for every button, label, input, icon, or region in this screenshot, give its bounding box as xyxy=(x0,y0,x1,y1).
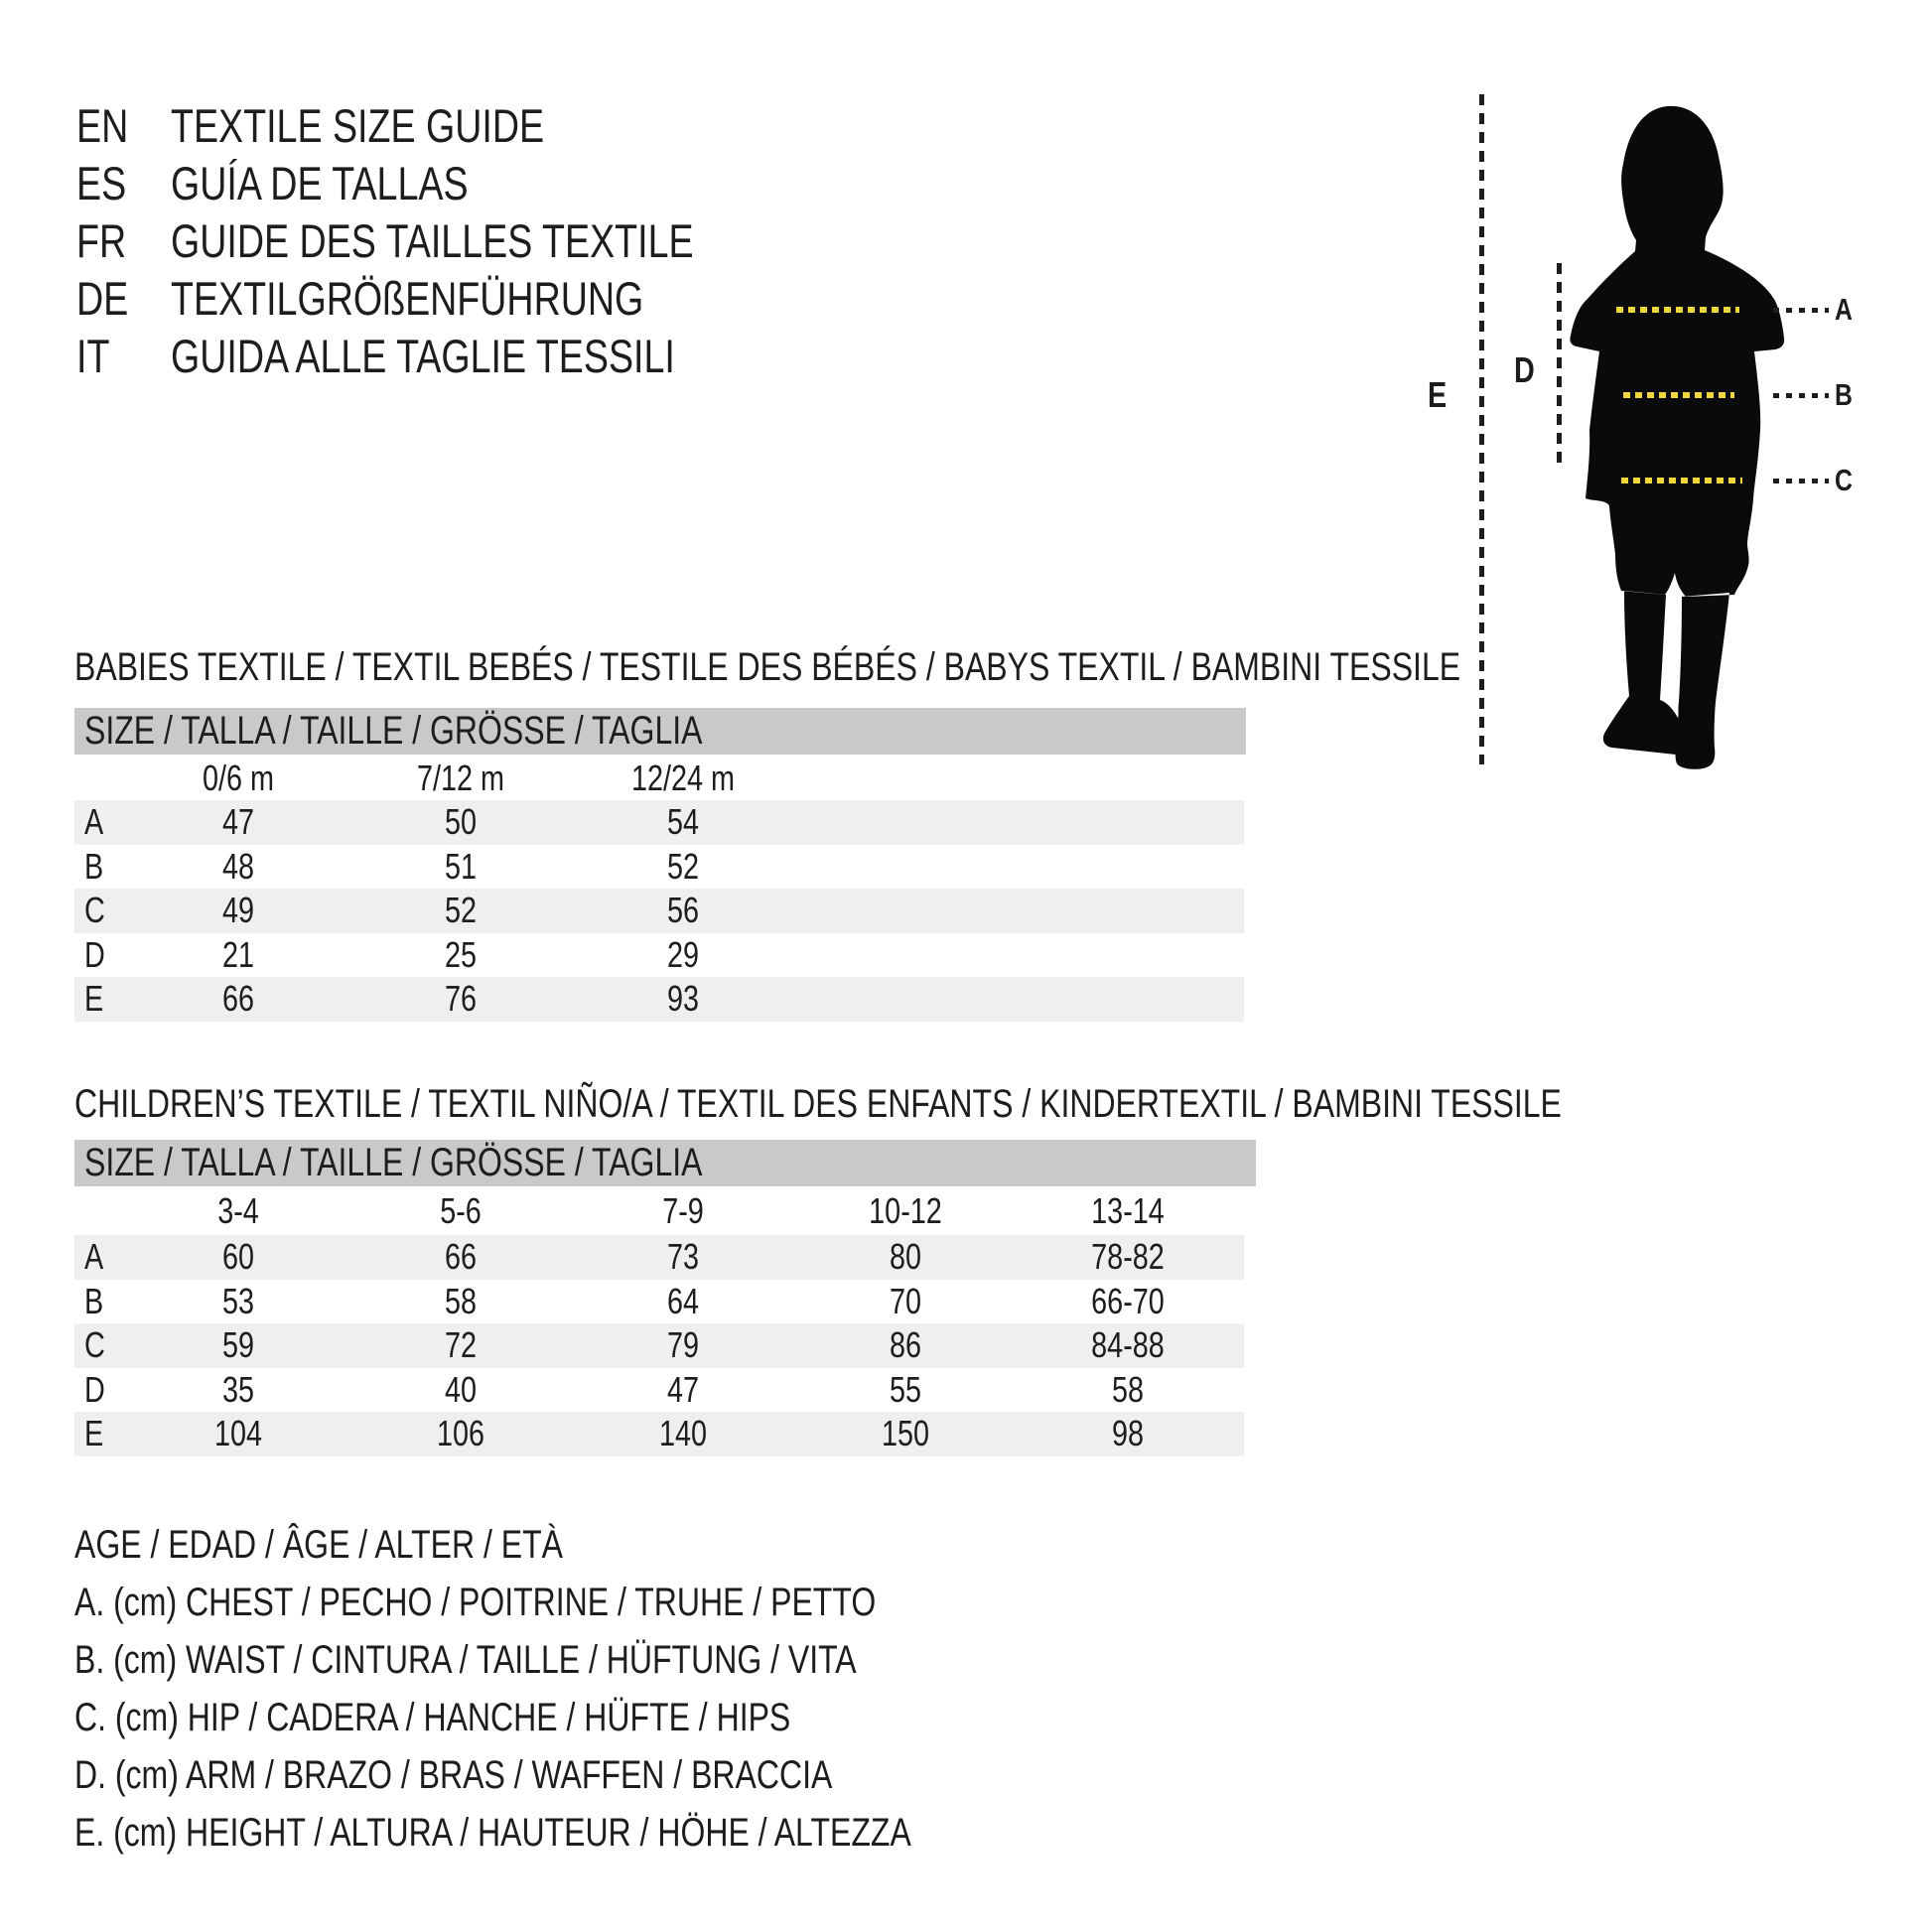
waist-b-black-dotted-line xyxy=(1773,393,1829,398)
cell: 25 xyxy=(444,933,478,975)
cell: 59 xyxy=(221,1324,255,1365)
lang-title-es: GUÍA DE TALLAS xyxy=(171,157,469,209)
cell: 66 xyxy=(444,1236,478,1277)
table-row xyxy=(74,933,1244,978)
babies-size-header-bar: SIZE / TALLA / TAILLE / GRÖSSE / TAGLIA xyxy=(74,708,1246,755)
table-row xyxy=(74,1235,1244,1280)
table-row xyxy=(74,1280,1244,1324)
table-row xyxy=(74,1323,1244,1368)
cell: 58 xyxy=(1111,1368,1145,1410)
measurement-legend xyxy=(74,1516,1120,1862)
cell: 104 xyxy=(213,1413,263,1453)
table-row xyxy=(74,1412,1244,1456)
cell: 93 xyxy=(666,978,700,1019)
row-label: C xyxy=(84,1324,105,1365)
marker-label-c: C xyxy=(1835,463,1853,497)
children-col-3-4: 3-4 xyxy=(217,1190,259,1231)
lang-title-en: TEXTILE SIZE GUIDE xyxy=(171,99,545,152)
row-label: B xyxy=(84,1280,104,1321)
marker-label-b: B xyxy=(1835,377,1853,412)
cell: 66-70 xyxy=(1091,1280,1165,1321)
cell: 58 xyxy=(444,1280,478,1321)
children-column-header-row xyxy=(74,1189,1244,1233)
lang-title-de: TEXTILGRÖßENFÜHRUNG xyxy=(171,272,644,325)
cell: 140 xyxy=(658,1413,708,1453)
cell: 150 xyxy=(881,1413,930,1453)
chest-a-yellow-dotted-line xyxy=(1616,307,1739,313)
cell: 52 xyxy=(666,845,700,887)
cell: 66 xyxy=(221,978,255,1019)
cell: 72 xyxy=(444,1324,478,1365)
row-label: A xyxy=(84,1236,104,1277)
cell: 73 xyxy=(666,1236,700,1277)
cell: 50 xyxy=(444,801,478,842)
row-label: D xyxy=(84,933,105,975)
children-col-10-12: 10-12 xyxy=(869,1190,942,1231)
cell: 56 xyxy=(666,890,700,930)
lang-code-fr: FR xyxy=(76,214,127,267)
babies-column-header-row xyxy=(74,757,1244,800)
marker-label-a: A xyxy=(1835,292,1853,327)
cell: 47 xyxy=(666,1368,700,1410)
children-col-5-6: 5-6 xyxy=(440,1190,482,1231)
table-row xyxy=(74,977,1244,1022)
cell: 51 xyxy=(444,845,478,887)
cell: 40 xyxy=(444,1368,478,1410)
children-section-title: CHILDREN’S TEXTILE / TEXTIL NIÑO/A / TEXTIL DES ENFANTS / KINDERTEXTIL / BAMBINI TESSILE xyxy=(74,1082,1562,1126)
cell: 55 xyxy=(889,1368,922,1410)
row-label: A xyxy=(84,801,104,842)
cell: 70 xyxy=(889,1280,922,1321)
table-row xyxy=(74,845,1244,890)
legend-item-waist: B. (cm) WAIST / CINTURA / TAILLE / HÜFTUNG / VITA xyxy=(74,1638,857,1682)
cell: 29 xyxy=(666,933,700,975)
cell: 52 xyxy=(444,890,478,930)
table-row xyxy=(74,1368,1244,1413)
row-label: E xyxy=(84,978,104,1019)
cell: 106 xyxy=(436,1413,485,1453)
lang-title-it: GUIDA ALLE TAGLIE TESSILI xyxy=(171,330,675,382)
row-label: D xyxy=(84,1368,105,1410)
cell: 84-88 xyxy=(1091,1324,1165,1365)
children-col-13-14: 13-14 xyxy=(1091,1190,1165,1231)
waist-b-yellow-dotted-line xyxy=(1623,392,1734,398)
cell: 86 xyxy=(889,1324,922,1365)
row-label: C xyxy=(84,890,105,930)
legend-age-line: AGE / EDAD / ÂGE / ALTER / ETÀ xyxy=(74,1523,563,1567)
marker-label-e: E xyxy=(1428,374,1448,415)
legend-item-arm: D. (cm) ARM / BRAZO / BRAS / WAFFEN / BRACCIA xyxy=(74,1753,833,1797)
lang-code-en: EN xyxy=(76,99,129,152)
legend-item-chest: A. (cm) CHEST / PECHO / POITRINE / TRUHE / PETTO xyxy=(74,1581,877,1624)
lang-title-fr: GUIDE DES TAILLES TEXTILE xyxy=(171,214,694,267)
children-col-7-9: 7-9 xyxy=(662,1190,704,1231)
cell: 78-82 xyxy=(1091,1236,1165,1277)
cell: 21 xyxy=(221,933,255,975)
children-size-header-bar: SIZE / TALLA / TAILLE / GRÖSSE / TAGLIA xyxy=(74,1140,1256,1186)
cell: 54 xyxy=(666,801,700,842)
lang-code-de: DE xyxy=(76,272,129,325)
table-row xyxy=(74,889,1244,933)
cell: 53 xyxy=(221,1280,255,1321)
cell: 76 xyxy=(444,978,478,1019)
babies-col-0-6m: 0/6 m xyxy=(202,758,275,798)
marker-label-d: D xyxy=(1514,349,1535,390)
babies-col-7-12m: 7/12 m xyxy=(416,758,505,798)
hip-c-yellow-dotted-line xyxy=(1621,478,1742,483)
cell: 64 xyxy=(666,1280,700,1321)
cell: 48 xyxy=(221,845,255,887)
table-row xyxy=(74,800,1244,845)
cell: 47 xyxy=(221,801,255,842)
cell: 35 xyxy=(221,1368,255,1410)
cell: 60 xyxy=(221,1236,255,1277)
hip-c-black-dotted-line xyxy=(1773,479,1829,483)
lang-code-es: ES xyxy=(76,157,127,209)
cell: 80 xyxy=(889,1236,922,1277)
babies-section-title: BABIES TEXTILE / TEXTIL BEBÉS / TESTILE DES BÉBÉS / BABYS TEXTIL / BAMBINI TESSILE xyxy=(74,645,1461,689)
cell: 49 xyxy=(221,890,255,930)
legend-item-height: E. (cm) HEIGHT / ALTURA / HAUTEUR / HÖHE / ALTEZZA xyxy=(74,1811,911,1855)
legend-item-hip: C. (cm) HIP / CADERA / HANCHE / HÜFTE / HIPS xyxy=(74,1696,791,1739)
row-label: E xyxy=(84,1413,104,1453)
cell: 79 xyxy=(666,1324,700,1365)
babies-col-12-24m: 12/24 m xyxy=(630,758,736,798)
lang-code-it: IT xyxy=(76,330,110,382)
row-label: B xyxy=(84,845,104,887)
chest-a-black-dotted-line xyxy=(1773,308,1829,313)
cell: 98 xyxy=(1111,1413,1145,1453)
